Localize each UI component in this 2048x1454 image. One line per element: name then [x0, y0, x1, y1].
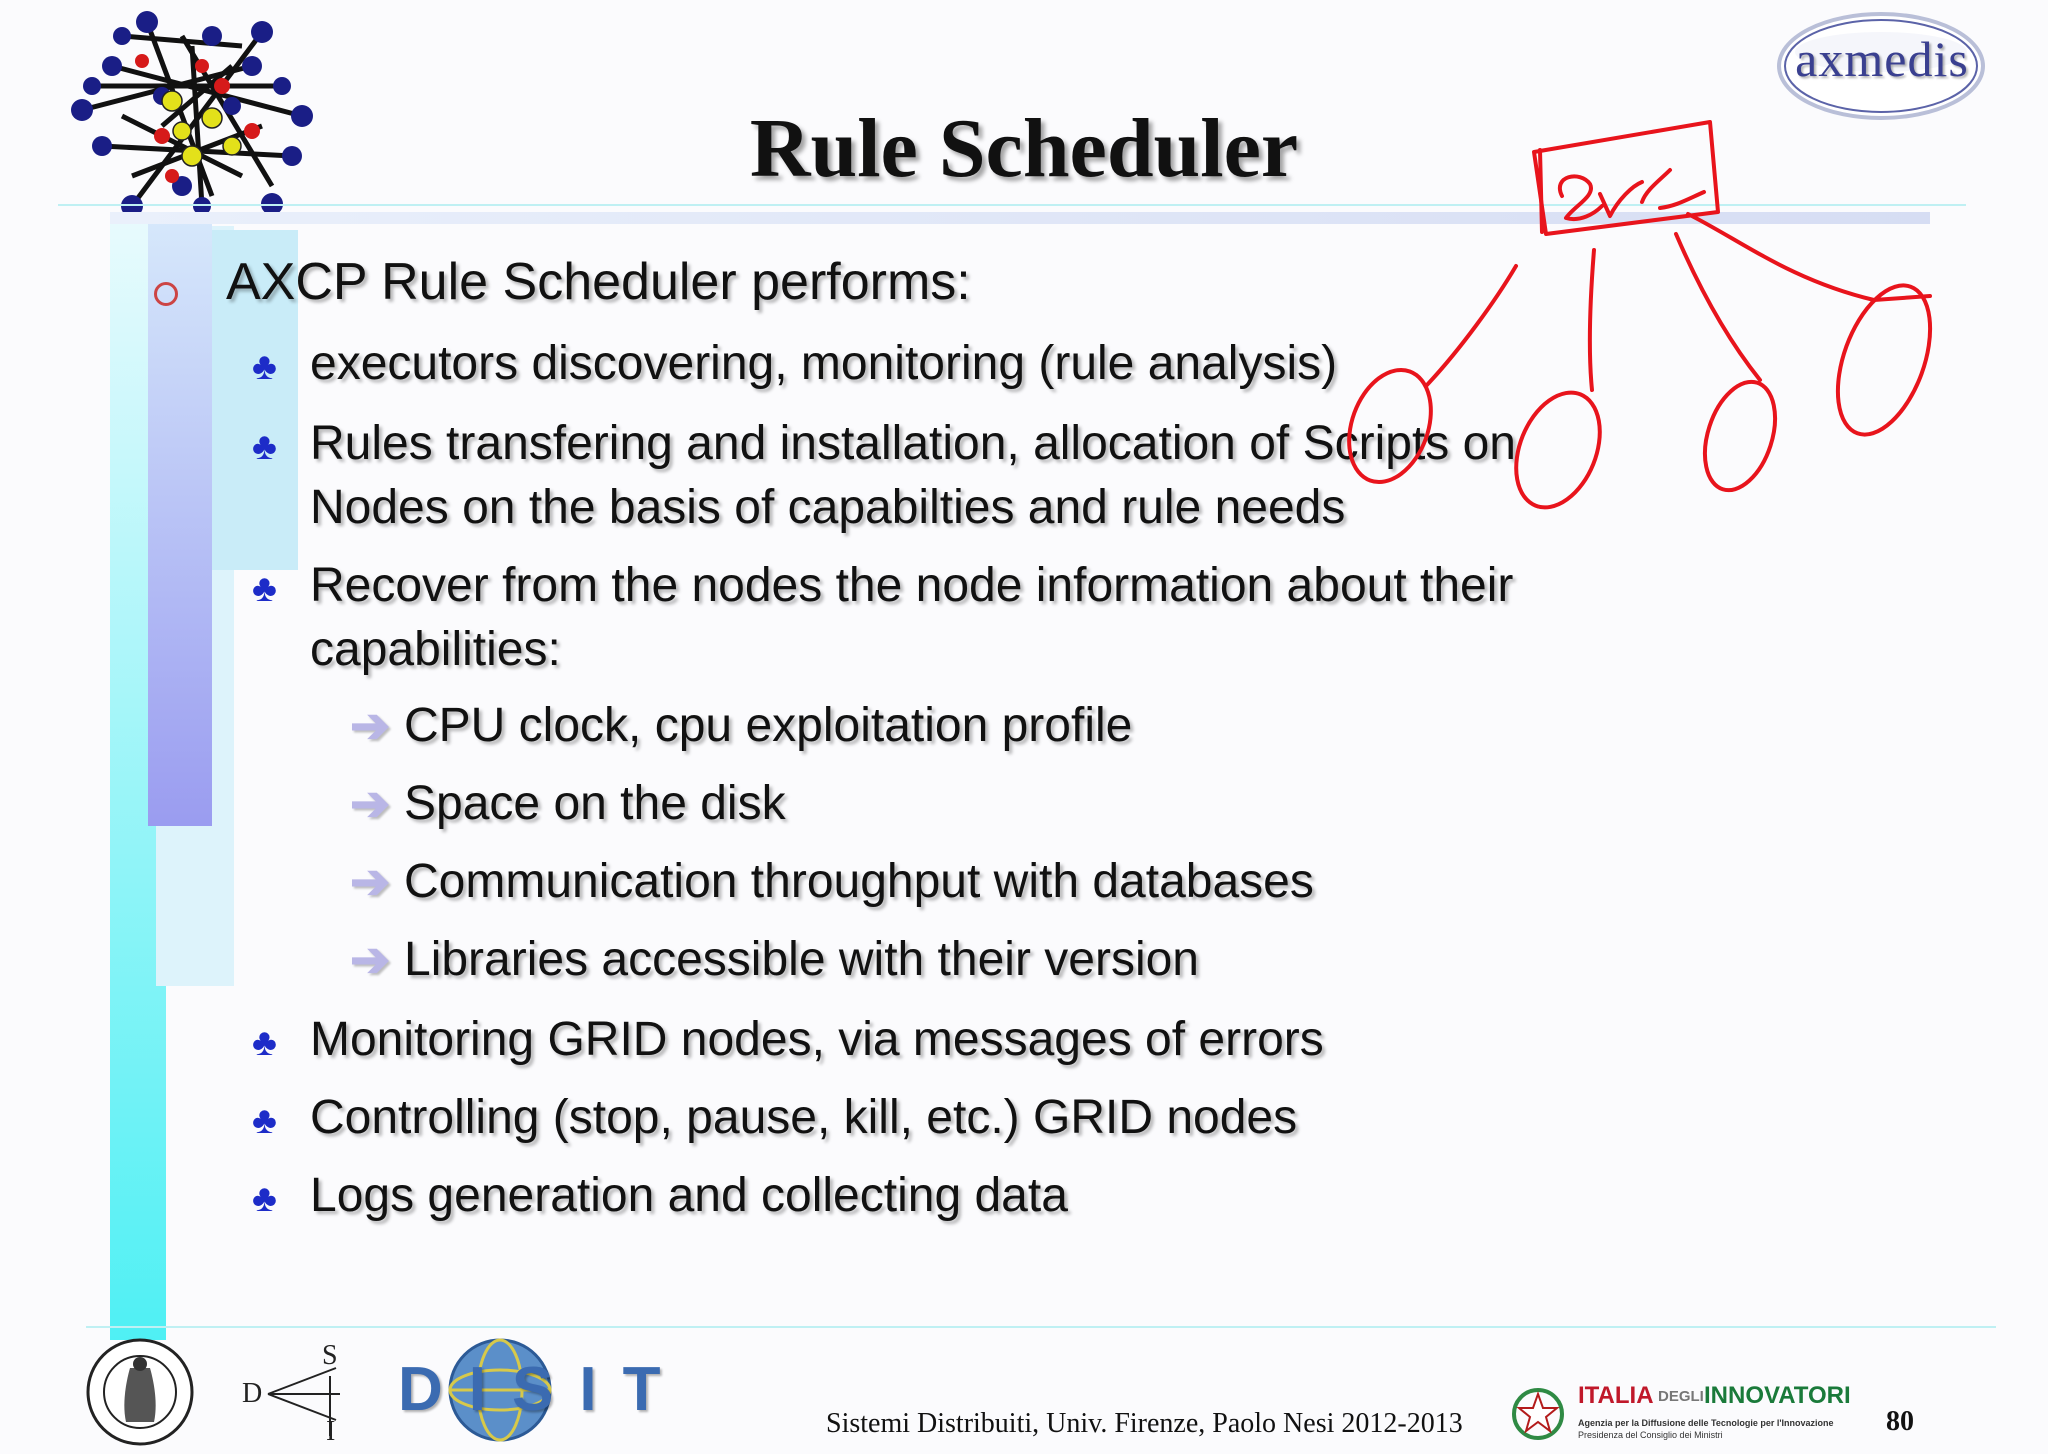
italia-logo-word-3: INNOVATORI [1704, 1382, 1851, 1409]
arrow-bullet-icon: ➔ [350, 934, 391, 987]
club-bullet-icon: ♣ [252, 1178, 277, 1220]
dsi-logo-i: I [326, 1416, 336, 1447]
disit-logo [396, 1336, 687, 1446]
subitem-4: Libraries accessible with their version [404, 933, 1199, 986]
university-seal-logo [82, 1338, 198, 1454]
italia-logo-word-1: ITALIA [1578, 1382, 1654, 1409]
item-2-line-1: Rules transfering and installation, allocation of Scripts on [310, 417, 1516, 470]
subitem-2: Space on the disk [404, 777, 786, 830]
item-1-line-1: executors discovering, monitoring (rule analysis) [310, 337, 1338, 390]
arrow-bullet-icon: ➔ [350, 856, 391, 909]
italia-logo-subtitle-2: Presidenza del Consiglio dei Ministri [1578, 1430, 1723, 1440]
page-number: 80 [1886, 1406, 1914, 1437]
club-bullet-icon: ♣ [252, 1022, 277, 1064]
club-bullet-icon: ♣ [252, 346, 277, 388]
dsi-logo [240, 1340, 350, 1448]
club-bullet-icon: ♣ [252, 1100, 277, 1142]
decor-bar-violet [148, 220, 212, 826]
italia-innovatori-logo [1510, 1382, 1880, 1444]
italia-logo-subtitle: Agenzia per la Diffusione delle Tecnologie per l'Innovazione [1578, 1418, 1834, 1428]
item-3-line-1: Recover from the nodes the node information about their [310, 559, 1514, 612]
footer-credit: Sistemi Distribuiti, Univ. Firenze, Paolo Nesi 2012-2013 [826, 1408, 1463, 1439]
item-6: Logs generation and collecting data [310, 1169, 1068, 1222]
ring-bullet-icon [154, 282, 178, 306]
italia-logo-word-2: DEGLI [1658, 1388, 1704, 1405]
item-5: Controlling (stop, pause, kill, etc.) GRID nodes [310, 1091, 1298, 1144]
disit-logo-text: DISIT [398, 1355, 687, 1424]
club-bullet-icon: ♣ [252, 568, 277, 610]
dsi-logo-d: D [242, 1378, 263, 1409]
slide-title: Rule Scheduler [749, 102, 1299, 195]
dsi-logo-s: S [322, 1340, 338, 1371]
subitem-1: CPU clock, cpu exploitation profile [404, 699, 1133, 752]
arrow-bullet-icon: ➔ [350, 700, 391, 753]
footer-rule-line [86, 1326, 1996, 1328]
arrow-bullet-icon: ➔ [350, 778, 391, 831]
club-bullet-icon: ♣ [252, 426, 277, 468]
handwritten-annotation [1290, 110, 1960, 530]
subitem-3: Communication throughput with databases [404, 855, 1314, 908]
item-3-line-2: capabilities: [310, 623, 561, 676]
main-bullet-text: AXCP Rule Scheduler performs: [226, 253, 971, 311]
item-4: Monitoring GRID nodes, via messages of errors [310, 1013, 1324, 1066]
axmedis-logo-text: axmedis [1795, 31, 1969, 87]
item-2-line-2: Nodes on the basis of capabilties and rule needs [310, 481, 1346, 534]
